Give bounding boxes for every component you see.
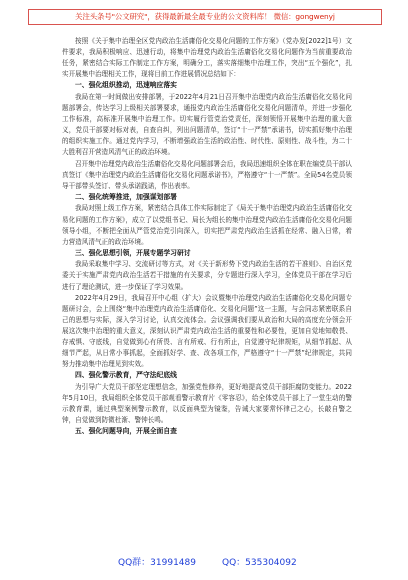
section-paragraph: 我局在第一时间做出安排部署，于2022年4月21日召开集中治理党内政治生活庸俗化交易化问题部署会，传达学习上级相关部署要求，通报党内政治生活庸俗化交易化问题清单，并进一步强化工作标准，高标准开展集中治理工作。切实履行管党治党责任，深刻领悟开展集中治理的重大意义，党员干部要对标对表，自查自纠，列出问题清单，签订“十一严禁”承诺书，切实抓好集中治理的组织实施工作。通过党内学习，不断增强政治生活的政治性、时代性、原则性、战斗性，为二十大胜利召开营造风清气正的政治环境。 xyxy=(62,92,352,157)
section-paragraph: 召开集中治理党内政治生活庸俗化交易化问题部署会后，我局迅速组织全体在职在编党员干部认真签订《集中治理党内政治生活庸俗化交易化问题承诺书》，严格遵守“十一严禁”。全局54名党员领导干部带头签订、带头承诺践诺，作出表率。 xyxy=(62,159,352,190)
section-paragraph: 我局采取集中学习、交流研讨等方式，对《关于新形势下党内政治生活的若干准则》、自治区党委关于实施严肃党内政治生活若干措施的有关要求，分专题进行深入学习，全体党员干部在学习后进行了理论测试，进一步保证了学习效果。 xyxy=(62,260,352,291)
footer-qq-group: QQ群：31991489 xyxy=(118,558,196,568)
footer-qq: QQ：535304092 xyxy=(222,558,297,568)
section-heading: 二、强化统筹推进，加强谋划部署 xyxy=(75,192,177,201)
intro-paragraph: 按照《关于集中治理全区党内政治生活庸俗化交易化问题的工作方案》（党办发[2022]1号）文件要求，我局积极响应、迅速行动，将集中治理党内政治生活庸俗化交易化问题作为当前重要政治任务，紧密结合实际工作制定工作方案，明确分工，落实落细集中治理工作，突出“五个强化”，扎实开展集中治理相关工作，现将目前工作进展情况总结如下： xyxy=(62,37,352,79)
document-body xyxy=(62,36,352,438)
section-heading: 三、强化思想引领，开展专题学习研讨 xyxy=(75,248,191,257)
section-heading: 一、强化组织推动，迅速响应落实 xyxy=(75,81,177,90)
footer-contact xyxy=(0,556,408,570)
header-banner: 关注头条号"公文研究"，获得最新最全最专业的公文资料库！ 微信：gongwenyj xyxy=(28,9,382,25)
section-paragraph: 为引导广大党员干部坚定理想信念，加强党性修养，更好地提高党员干部拒腐防变能力。2022年5月10日，我局组织全体党员干部观看警示教育片《零容忍》，给全体党员干部上了一堂生动的警示教育课，通过典型案例警示教育，以反面典型为镜鉴，告诫大家要常怀律己之心，长敲自警之钟，自觉做到防微杜渐、警钟长鸣。 xyxy=(62,382,352,425)
section-paragraph: 我局对照上级工作方案，紧密结合具体工作实际制定了《局关于集中治理党内政治生活庸俗化交易化问题的工作方案》，成立了以党组书记、局长为组长的集中治理党内政治生活庸俗化交易化问题领导小组，不断把全面从严管党治党引向深入，切实把严肃党内政治生活抓在经常、融入日常，着力营造风清气正的政治环境。 xyxy=(62,204,352,246)
section-heading: 五、强化问题导向，开展全面自查 xyxy=(75,427,177,436)
section-paragraph: 2022年4月29日，我局召开中心组（扩大）会议暨集中治理党内政治生活庸俗化交易化问题专题研讨会，会上围绕“集中治理党内政治生活庸俗化、交易化问题”这一主题，与会同志紧密联系自己的思想与实际，深入学习讨论，认真交流体会。会议强调我们要从政治和大局的高度充分领会开展这次集中治理的重大意义，深刻认识严肃党内政治生活的重要性和必要性，更加自觉地知敬畏、存戒惧、守底线，自觉做到心有所畏、言有所戒、行有所止，自觉遵守纪律规矩，从细节抓起、从细节严起，从日常小事抓起，全面抓好学、查、改各项工作，严格遵守“十一严禁”纪律规定，共同努力推动集中治理见到实效。 xyxy=(62,293,352,369)
section-heading: 四、强化警示教育，严守法纪底线 xyxy=(75,371,177,380)
